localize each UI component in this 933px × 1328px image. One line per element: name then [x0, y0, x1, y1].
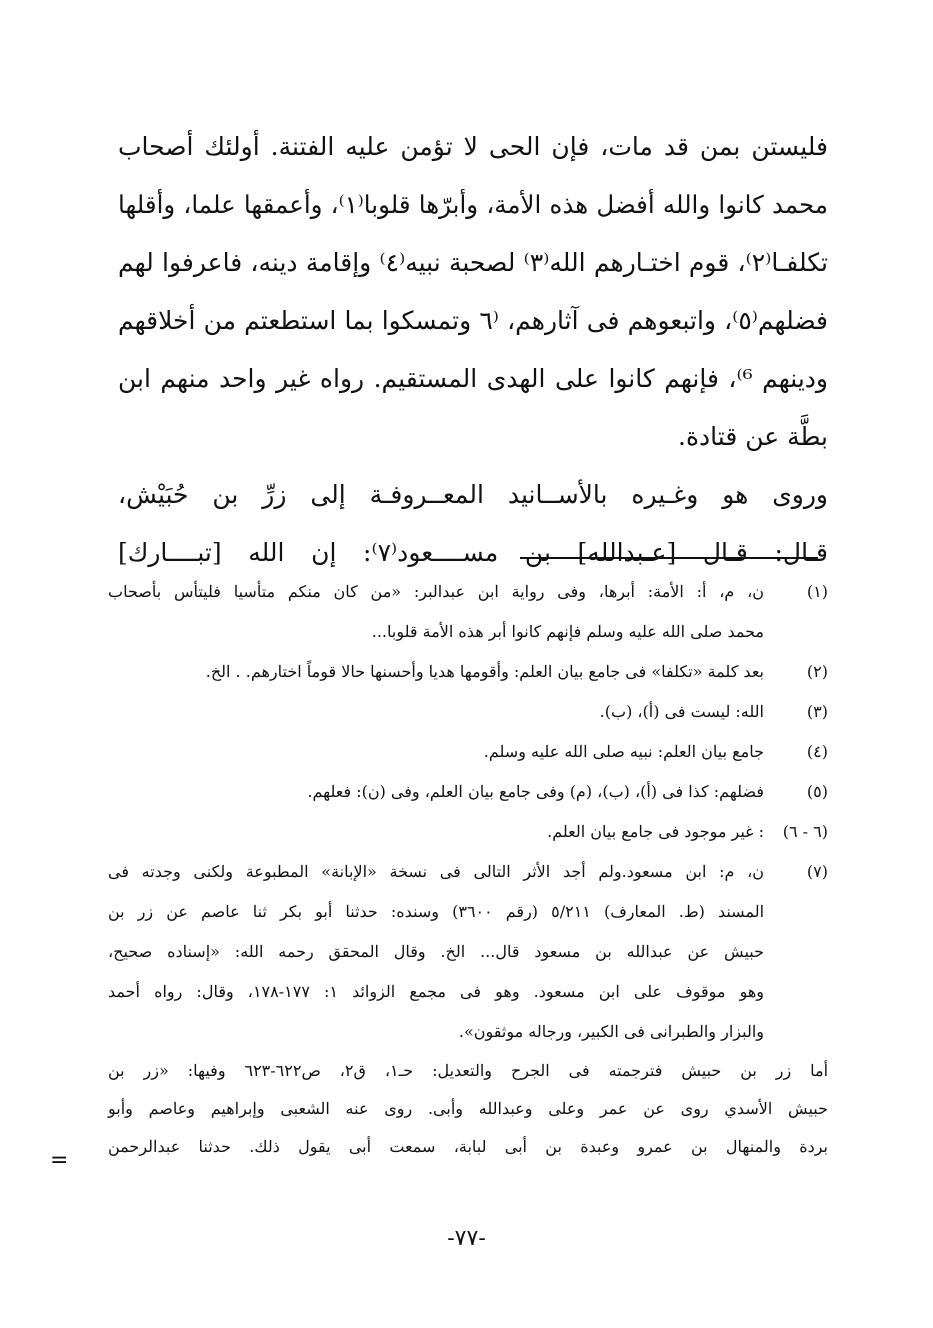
footnote-line: حبيش الأسدي روى عن عمر وعلى وعبدالله وأبى. روى عنه الشعبى وإبراهيم وعاصم وأبو [108, 1099, 828, 1118]
footnote-line: فضلهم: كذا فى (أ)، (ب)، (م) وفى جامع بيان العلم، وفى (ن): فعلهم. [307, 782, 764, 801]
footnote-line: : غير موجود فى جامع بيان العلم. [547, 822, 764, 841]
footnote-number: (٤) [806, 742, 828, 761]
body-line: ودينهم ⁶⁾، فإنهم كانوا على الهدى المستقيم. رواه غير واحد منهم ابن [118, 364, 828, 393]
footnote-number: (٥) [806, 782, 828, 801]
footnote-number: (٢) [806, 662, 828, 681]
body-line: قـال: قـال [عـبدالله] بن مســــعود⁽٧⁾: إن الله [تبــــارك] [118, 538, 828, 567]
footnote-continuation [108, 1052, 828, 1166]
footnote-4 [108, 732, 828, 772]
footnote-line: حبيش عن عبدالله بن مسعود قال... الخ. وقال المحقق رحمه الله: «إسناده صحيح، [108, 942, 764, 961]
footnote-line: والبزار والطبرانى فى الكبير، ورجاله موثقون». [458, 1022, 764, 1041]
footnote-line: بردة والمنهال بن عمرو وعبدة بن أبى لبابة، سمعت أبى يقول ذلك. حدثنا عبدالرحمن [108, 1137, 828, 1156]
footnote-line: ن، م، أ: الأمة: أبرها، وفى رواية ابن عبدالبر: «من كان منكم متأسيا فليتأس بأصحاب [108, 582, 764, 601]
body-line: تكلفـا⁽٢⁾، قوم اختـارهم الله⁽٣⁾ لصحبة نبيه⁽٤⁾ وإقامة دينه، فاعرفوا لهم [118, 248, 828, 277]
body-line: فضلهم⁽٥⁾، واتبعوهم فى آثارهم، ⁽٦ وتمسكوا بما استطعتم من أخلاقهم [118, 306, 828, 335]
continuation-mark: = [50, 1148, 69, 1173]
body-line: بطَّة عن قتادة. [678, 422, 828, 451]
footnote-7 [108, 852, 828, 1052]
footnote-line: المسند (ط. المعارف) ٥/٢١١ (رقم ٣٦٠٠) وسنده: حدثنا أبو بكر ثنا عاصم عن زر بن [108, 902, 765, 921]
footnote-line: أما زر بن حبيش فترجمته فى الجرح والتعديل: حـ١، ق٢، ص٦٢٢-٦٢٣ وفيها: «زر بن [108, 1061, 829, 1080]
footnote-line: وهو موقوف على ابن مسعود. وهو فى مجمع الزوائد ١: ١٧٧-١٧٨، وقال: رواه أحمد [108, 982, 765, 1001]
footnote-line: محمد صلى الله عليه وسلم فإنهم كانوا أبر هذه الأمة قلوبا... [371, 622, 764, 641]
footnote-number: (٦ - ٦) [782, 822, 828, 841]
footnote-6 [108, 812, 828, 852]
footnote-line: ن، م: ابن مسعود.ولم أجد الأثر التالى فى نسخة «الإبانة» المطبوعة ولكنى وجدته فى [108, 862, 764, 881]
footnote-number: (١) [806, 582, 828, 601]
footnote-line: بعد كلمة «تكلفا» فى جامع بيان العلم: وأقومها هديا وأحسنها حالا قوماً اختارهم. . الخ. [205, 662, 764, 681]
body-line: فليستن بمن قد مات، فإن الحى لا تؤمن عليه الفتنة. أولئك أصحاب [118, 132, 828, 161]
footnote-line: جامع بيان العلم: نبيه صلى الله عليه وسلم. [483, 742, 764, 761]
footnote-line: الله: ليست فى (أ)، (ب). [599, 702, 764, 721]
footnote-number: (٣) [806, 702, 828, 721]
footnote-number: (٧) [806, 862, 828, 881]
body-line: وروى هو وغـيره بالأســانيد المعــروفـة إلى زرِّ بن حُبَيْش، [118, 480, 828, 509]
footnote-5 [108, 772, 828, 812]
page-number: -٧٧- [447, 1226, 486, 1251]
footnote-separator [520, 557, 818, 559]
footnotes [108, 572, 828, 1166]
body-line: محمد كانوا والله أفضل هذه الأمة، وأبرّها قلوبا⁽١⁾، وأعمقها علما، وأقلها [118, 190, 828, 219]
main-text [118, 118, 828, 582]
footnote-2 [108, 652, 828, 692]
footnote-1 [108, 572, 828, 652]
footnote-3 [108, 692, 828, 732]
